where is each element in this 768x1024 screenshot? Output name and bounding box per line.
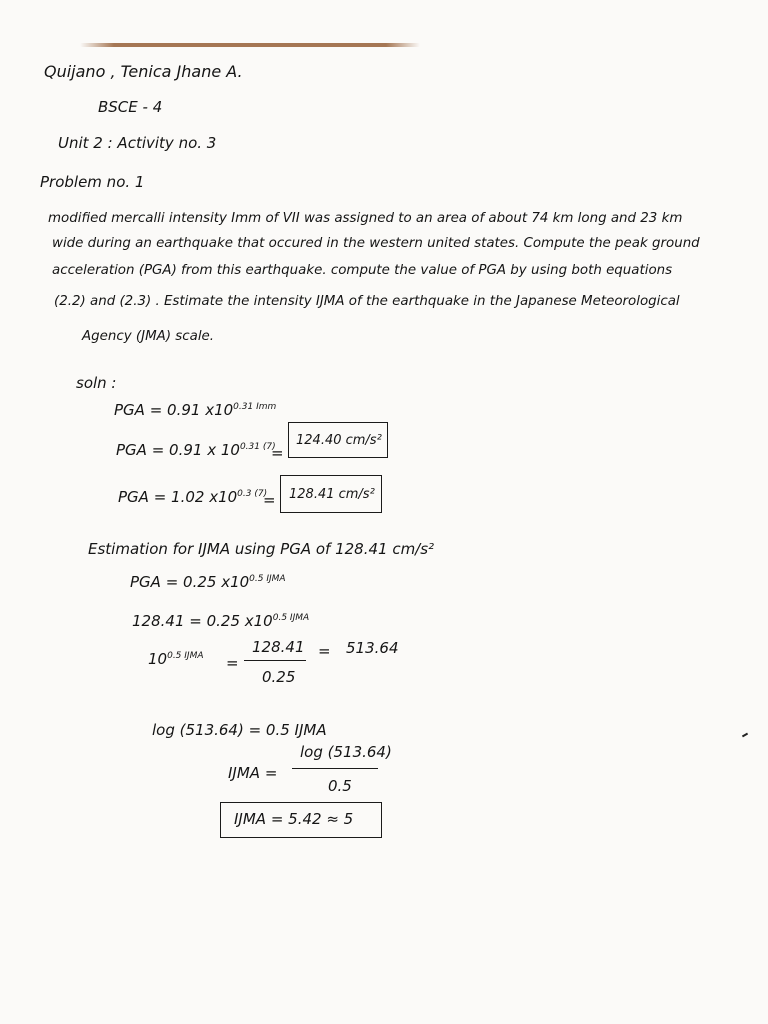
equation-pga-2-3-exponent: 0.3 (7) [237, 489, 268, 499]
result-pga-2-3: 128.41 cm/s² [289, 487, 375, 502]
equation-ten-power-exponent: 0.5 IJMA [167, 651, 204, 661]
fraction-numerator-pga: 128.41 [252, 638, 305, 656]
equation-ten-power-equals: = [226, 654, 239, 672]
result-pga-2-2: 124.40 cm/s² [296, 433, 382, 448]
fraction-denominator: 0.25 [262, 668, 296, 686]
activity-label: Unit 2 : Activity no. 3 [58, 134, 217, 152]
equation-ijma-substituted-exponent: 0.5 IJMA [272, 613, 310, 623]
problem-line-5: Agency (JMA) scale. [82, 329, 215, 344]
fraction-bar [244, 660, 306, 661]
estimation-heading: Estimation for IJMA using PGA of 128.41 cm/s² [88, 540, 435, 558]
equation-ijma-lhs: IJMA = [228, 764, 278, 782]
equation-pga-general-exponent: 0.31 Imm [233, 402, 277, 412]
problem-title: Problem no. 1 [40, 173, 145, 191]
equation-ijma-general-exponent: 0.5 IJMA [249, 574, 286, 584]
equation-ten-power [148, 652, 204, 667]
student-name: Quijano , Tenica Jhane A. [44, 62, 243, 81]
equation-pga-general [114, 403, 276, 418]
equation-ijma-substituted [132, 614, 309, 629]
problem-line-2: wide during an earthquake that occured in the western united states. Compute the peak ground [52, 236, 700, 251]
equation-ten-power-equals-2: = [318, 642, 331, 660]
equation-pga-2-3-equals: = [263, 491, 276, 509]
problem-line-1: modified mercalli intensity Imm of VII was assigned to an area of about 74 km long and 23 km [48, 211, 683, 226]
equation-pga-2-2 [116, 443, 276, 458]
equation-pga-2-3-base: PGA = 1.02 x10 [118, 488, 238, 506]
fraction-numerator-log: log (513.64) [300, 743, 392, 761]
equation-ijma-general [130, 575, 286, 590]
equation-ten-power-base: 10 [148, 650, 168, 668]
fraction-bar-log [292, 768, 378, 769]
equation-log: log (513.64) = 0.5 IJMA [152, 721, 327, 739]
course-section: BSCE - 4 [98, 98, 163, 116]
final-answer: IJMA = 5.42 ≈ 5 [234, 810, 354, 828]
problem-line-4: (2.2) and (2.3) . Estimate the intensity IJMA of the earthquake in the Japanese Meteorological [54, 294, 680, 309]
solution-label: soln : [76, 374, 117, 392]
equation-pga-2-2-exponent: 0.31 (7) [239, 442, 276, 452]
pen-mark [742, 733, 748, 738]
equation-ijma-general-base: PGA = 0.25 x10 [130, 573, 250, 591]
equation-pga-general-base: PGA = 0.91 x10 [114, 401, 234, 419]
result-ten-power: 513.64 [346, 639, 399, 657]
equation-pga-2-2-base: PGA = 0.91 x 10 [116, 441, 240, 459]
fraction-denominator-log: 0.5 [328, 777, 352, 795]
equation-pga-2-2-equals: = [271, 444, 284, 462]
problem-line-3: acceleration (PGA) from this earthquake. compute the value of PGA by using both equations [52, 263, 673, 278]
paper-edge [80, 43, 420, 47]
equation-pga-2-3 [118, 490, 267, 505]
equation-ijma-substituted-base: 128.41 = 0.25 x10 [132, 612, 273, 630]
